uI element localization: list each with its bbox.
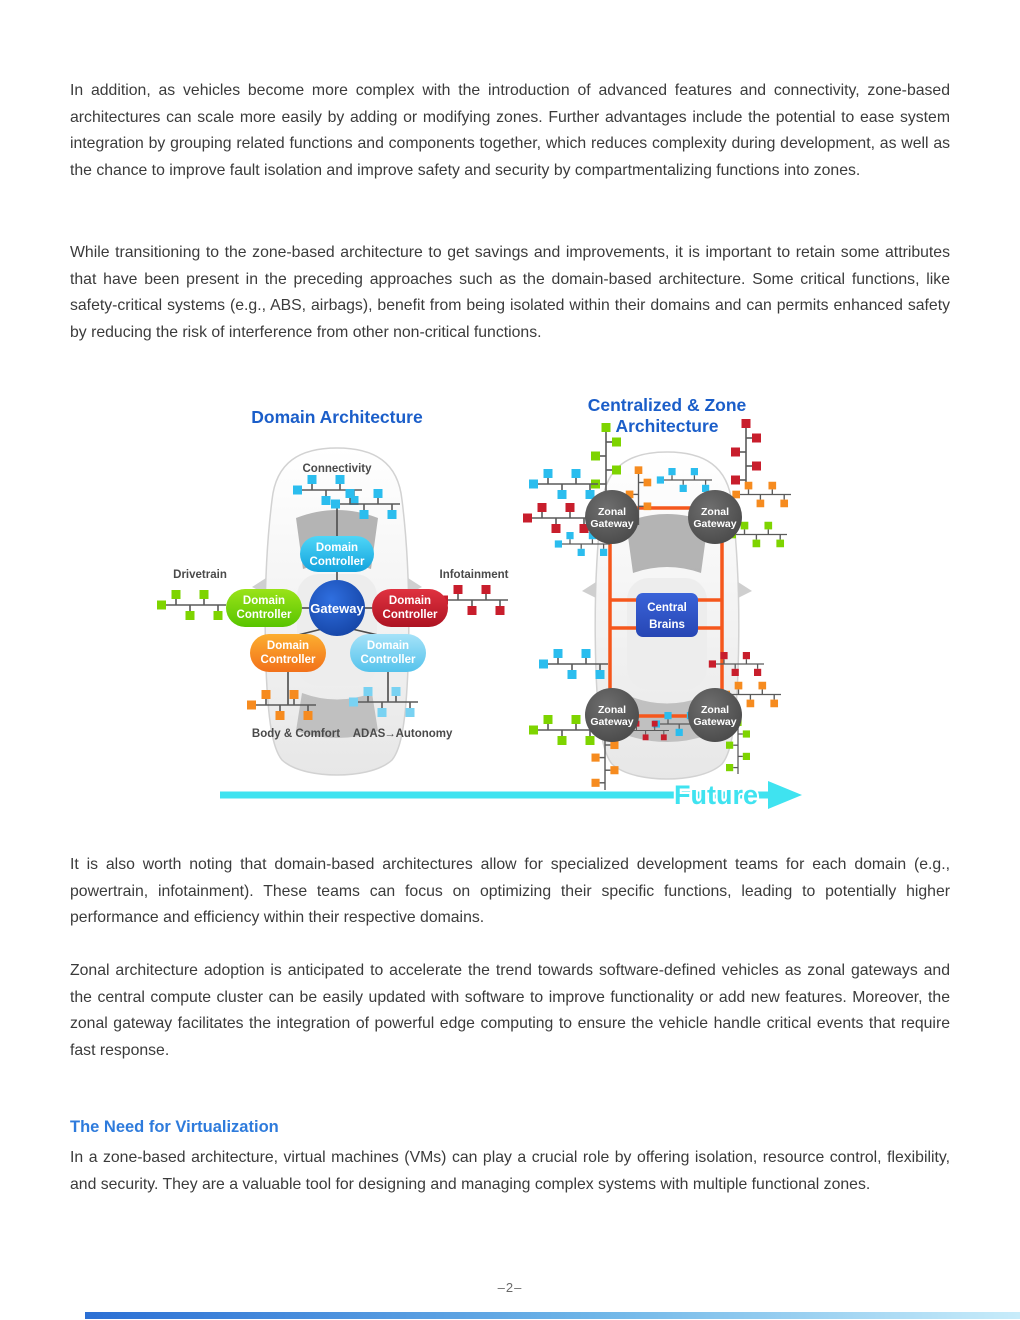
- paragraph-5: In a zone-based architecture, virtual machines (VMs) can play a crucial role by offering isolation, resource control, flexibility, and security. They are a valuable tool for designing and managing complex systems with multiple functional zones.: [70, 1149, 950, 1193]
- zonal-gateway-rear-right: [688, 688, 742, 742]
- svg-text:Zonal: Zonal: [701, 506, 729, 518]
- connectivity-label: Connectivity: [302, 463, 372, 475]
- zone-bus: [732, 482, 791, 508]
- zone-bus: [731, 419, 761, 488]
- zone-architecture-title-line2: Architecture: [615, 416, 719, 436]
- paragraph-4: Zonal architecture adoption is anticipated to accelerate the trend towards software-defined vehicles as zonal gateways and the central compute cluster can be easily updated with software to improve functionality or add new features. Moreover, the zonal gateway facilitates the integration of powerful edge computing to ensure the vehicle handle critical events that require fast response.: [70, 962, 950, 1059]
- svg-text:Gateway: Gateway: [693, 518, 737, 530]
- infotainment-bus: [439, 585, 508, 615]
- svg-text:Controller: Controller: [260, 654, 316, 666]
- zonal-gateway-rear-left: [585, 688, 639, 742]
- zone-bus: [523, 503, 592, 533]
- drivetrain-domain-controller: [226, 589, 302, 627]
- section-heading-virtualization: The Need for Virtualization: [70, 1118, 279, 1136]
- svg-text:Zonal: Zonal: [598, 704, 626, 716]
- zone-architecture-diagram: [523, 419, 791, 790]
- domain-architecture-diagram: [157, 448, 509, 775]
- future-timeline-arrow: [220, 780, 802, 810]
- infotainment-domain-controller: [372, 589, 448, 627]
- paragraph-1: In addition, as vehicles become more complex with the introduction of advanced features and connectivity, zone-based architectures can scale more easily by adding or modifying zones. Further advantages include the potential to ease system integration by grouping related functions and components together, which reduces complexity during development, as well as the chance to improve fault isolation and improve safety and security by compartmentalizing functions into zones.: [70, 82, 950, 179]
- svg-text:Brains: Brains: [649, 619, 685, 631]
- svg-text:Domain: Domain: [388, 595, 432, 607]
- svg-text:Zonal: Zonal: [701, 704, 729, 716]
- svg-text:Gateway: Gateway: [590, 716, 634, 728]
- zone-bus: [529, 469, 598, 499]
- page-number: –2–: [497, 1280, 523, 1295]
- svg-text:Controller: Controller: [360, 654, 416, 666]
- body-comfort-label: Body & Comfort: [251, 728, 341, 740]
- connectivity-domain-controller: [300, 536, 374, 572]
- adas-domain-controller: [350, 634, 426, 672]
- adas-autonomy-arrow-icon: →: [384, 728, 396, 740]
- autonomy-label: Autonomy: [395, 728, 453, 740]
- svg-text:Central: Central: [647, 602, 687, 614]
- svg-text:Gateway: Gateway: [310, 601, 364, 616]
- central-brains-node: [636, 593, 698, 637]
- footer-rule-bar: [85, 1312, 1020, 1319]
- svg-text:Controller: Controller: [236, 609, 292, 621]
- svg-text:Domain: Domain: [366, 640, 410, 652]
- zone-architecture-title-line1: Centralized & Zone: [587, 395, 747, 415]
- paragraph-2: While transitioning to the zone-based architecture to get savings and improvements, it is important to retain some attributes that have been present in the preceding approaches such as the domain-based architecture. Some critical functions, like safety-critical systems (e.g., ABS, airbags), benefit from being isolated within their domains and can permits enhanced safety by reducing the risk of interference from other non-critical functions.: [70, 244, 950, 341]
- svg-text:Domain: Domain: [242, 595, 286, 607]
- zonal-gateway-front-right: [688, 490, 742, 544]
- drivetrain-label: Drivetrain: [173, 569, 227, 581]
- svg-text:Controller: Controller: [382, 609, 438, 621]
- central-gateway-node: [309, 580, 365, 636]
- zonal-gateway-front-left: [585, 490, 639, 544]
- domain-architecture-title: Domain Architecture: [251, 407, 423, 427]
- drivetrain-bus: [157, 590, 226, 620]
- svg-text:Gateway: Gateway: [590, 518, 634, 530]
- body-comfort-domain-controller: [250, 634, 326, 672]
- svg-text:Controller: Controller: [309, 556, 365, 568]
- svg-text:Domain: Domain: [315, 542, 359, 554]
- svg-text:Domain: Domain: [266, 640, 310, 652]
- architecture-figure: [0, 388, 1020, 818]
- svg-text:Zonal: Zonal: [598, 506, 626, 518]
- future-label: Future: [674, 780, 758, 810]
- infotainment-label: Infotainment: [439, 569, 509, 581]
- arrow-head-icon: [768, 781, 802, 809]
- adas-label: ADAS: [352, 728, 386, 740]
- svg-text:Gateway: Gateway: [693, 716, 737, 728]
- paragraph-3: It is also worth noting that domain-based architectures allow for specialized development teams for each domain (e.g., powertrain, infotainment). These teams can focus on optimizing their specific functions, leading to potentially higher performance and efficiency within their respective domains.: [70, 856, 950, 927]
